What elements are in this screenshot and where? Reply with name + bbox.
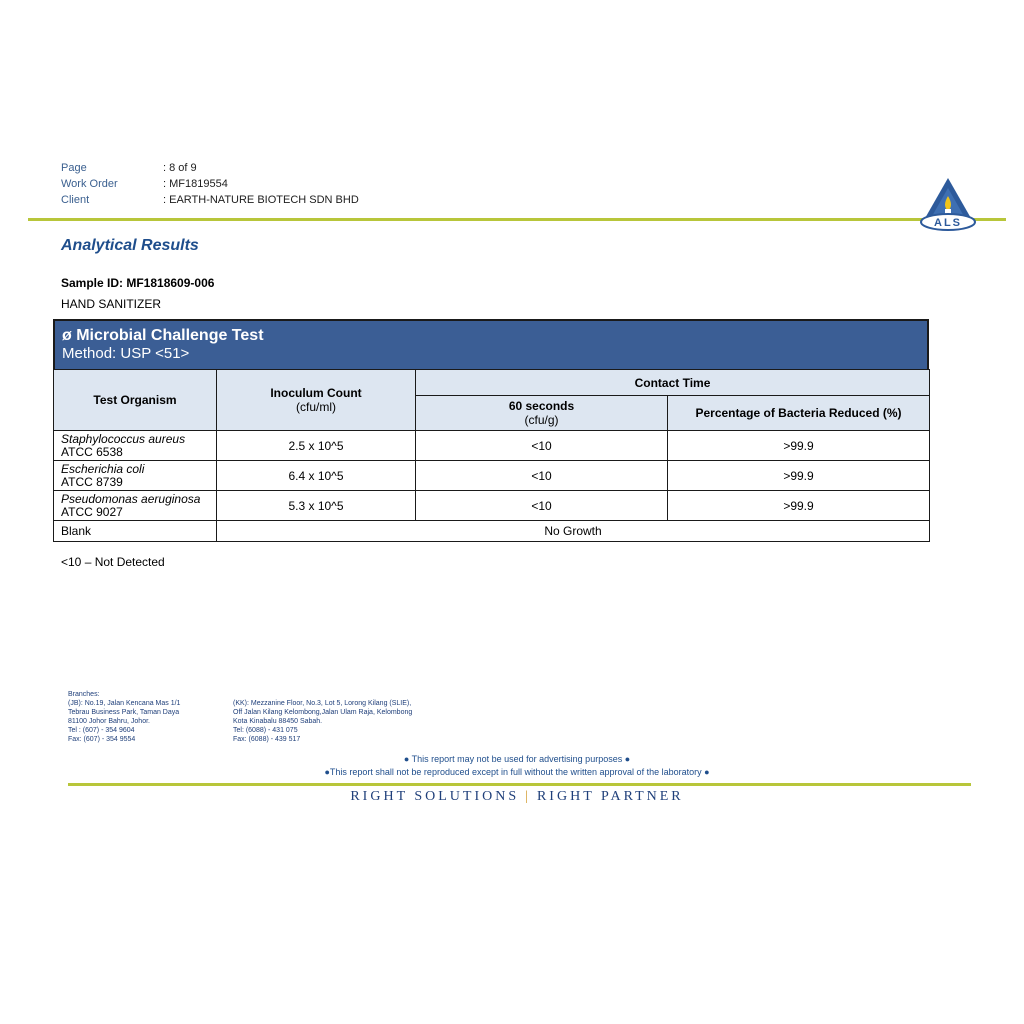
sample-type: HAND SANITIZER: [61, 297, 162, 311]
work-order-value: : MF1819554: [163, 178, 228, 190]
organism-name: Escherichia coli: [61, 461, 145, 476]
organism-name: Staphylococcus aureus: [61, 431, 186, 446]
slogan: RIGHT SOLUTIONS | RIGHT PARTNER: [350, 789, 684, 804]
table-row: Escherichia coli ATCC 8739 6.4 x 10^5 <10 >99.9: [54, 461, 930, 491]
col-organism: Test Organism: [54, 370, 217, 431]
col-percentage: Percentage of Bacteria Reduced (%): [668, 396, 930, 431]
disclaimer-advertising: ● This report may not be used for advertising purposes ●: [403, 754, 631, 764]
detection-note: <10 – Not Detected: [61, 555, 165, 569]
als-logo: [918, 176, 978, 232]
page-value: : 8 of 9: [163, 162, 197, 174]
page-label: Page: [61, 162, 87, 174]
table-row: Staphylococcus aureus ATCC 6538 2.5 x 10^5 <10 >99.9: [54, 431, 930, 461]
organism-name: Pseudomonas aeruginosa: [61, 491, 201, 506]
work-order-label: Work Order: [61, 178, 118, 190]
table-row: Pseudomonas aeruginosa ATCC 9027 5.3 x 10^5 <10 >99.9: [54, 491, 930, 521]
client-value: : EARTH-NATURE BIOTECH SDN BHD: [163, 194, 359, 206]
col-60-seconds: 60 seconds (cfu/g): [416, 396, 668, 431]
client-label: Client: [61, 194, 90, 206]
branch-kk: (KK): Mezzanine Floor, No.3, Lot 5, Lorong Kilang (SLIE), Off Jalan Kilang Kelombong,Jalan Ulam Raja, Kelombong Kota Kinabalu 88450 Sabah. Tel: (6088) - 431 075 Fax: (6088) - 439 517: [233, 700, 413, 743]
col-contact-time: Contact Time: [416, 370, 930, 396]
footer-divider: [68, 783, 971, 786]
sample-id: Sample ID: MF1818609-006: [61, 276, 215, 290]
branch-jb: Branches: (JB): No.19, Jalan Kencana Mas 1/1 Tebrau Business Park, Taman Daya 81100 Johor Bahru, Johor. Tel : (607) - 354 9604 Fax: (607) - 354 9554: [68, 691, 181, 743]
page-title: Analytical Results: [61, 237, 199, 254]
report-header: [61, 160, 359, 208]
col-inoculum: Inoculum Count (cfu/ml): [217, 370, 416, 431]
test-banner: [53, 319, 929, 369]
test-method: Method: USP <51>: [62, 345, 190, 362]
header-divider: [28, 218, 1006, 221]
test-name: ø Microbial Challenge Test: [62, 327, 264, 344]
blank-row: Blank No Growth: [54, 521, 930, 542]
disclaimer-reproduction: ●This report shall not be reproduced except in full without the written approval of the laboratory ●: [324, 767, 710, 777]
results-table: [53, 319, 929, 542]
logo-text: ALS: [934, 217, 962, 229]
